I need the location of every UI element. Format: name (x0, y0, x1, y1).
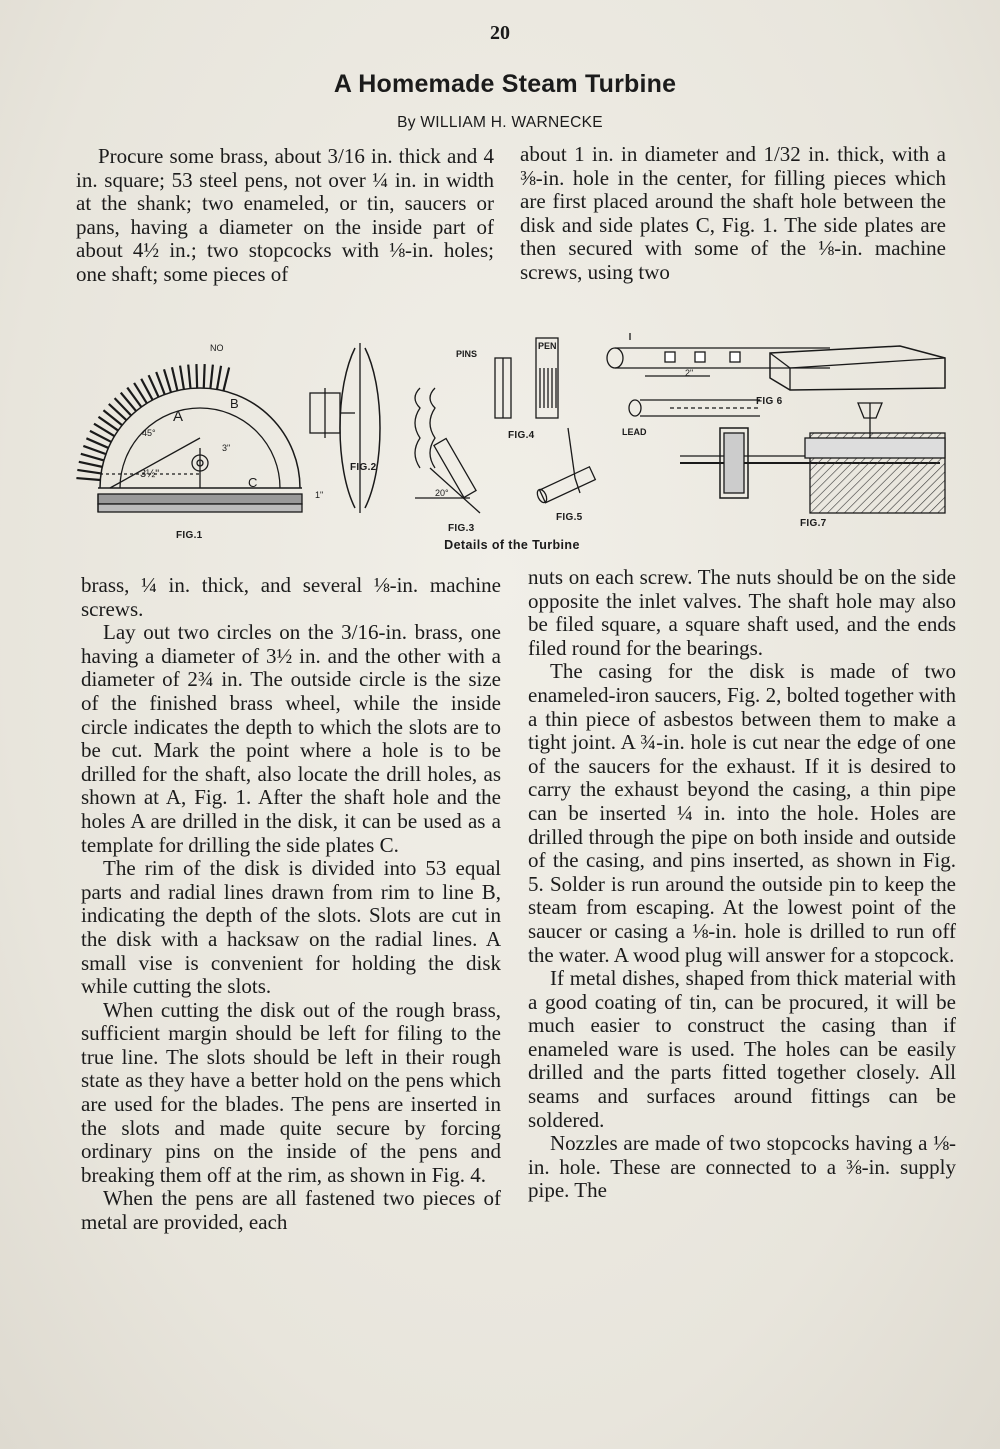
fig2-label: FIG.2 (350, 462, 377, 473)
blade-pen (156, 372, 164, 394)
label-dim-45: 45° (142, 428, 156, 438)
pen-label: PEN (538, 341, 557, 351)
column-top-right (520, 143, 946, 285)
label-dim-3-half: 3½" (140, 468, 160, 480)
blade-pen (83, 446, 106, 454)
article-title: A Homemade Steam Turbine (333, 70, 677, 98)
blade-pen (196, 364, 197, 388)
fig1-disk-drawing (76, 364, 302, 512)
paragraph: If metal dishes, shaped from thick material with a good coating of tin, can be procured, it will be much easier to construct the casing than if enameled ware is used. The holes can be easily drilled and the parts fitted together closely. All seams and surfaces around fittings can be soldered. (528, 966, 956, 1132)
blade-pen (172, 367, 177, 390)
paragraph: about 1 in. in diameter and 1/32 in. thick, with a ⅜-in. hole in the center, for filling pieces which are first placed around the shaft hole between the disk and side plates C, Fig. 1. The side plates are then secured with some of the ⅛-in. machine screws, using two (520, 142, 946, 284)
fig6-label: FIG 6 (756, 396, 783, 407)
paragraph: Lay out two circles on the 3/16-in. brass, one having a diameter of 3½ in. and the other with a diameter of 2¾ in. The outside circle is the size of the finished brass wheel, while the inside circle indicates the depth to which the slots are to be cut. Mark the point where a hole is to be drilled for the shaft, also locate the drill holes, as shown at A, Fig. 1. After the shaft hole and the holes A are drilled in the disk, it can be used as a template for drilling the side plates C. (81, 620, 501, 857)
blade-pen (180, 366, 184, 390)
label-dim-2: 2" (685, 368, 694, 378)
fig7-label: FIG.7 (800, 518, 827, 529)
blade-pen (217, 366, 221, 390)
column-top-left (76, 145, 494, 287)
column-bottom-right (528, 566, 956, 1203)
blade-pen (188, 365, 190, 389)
paragraph: The casing for the disk is made of two enameled-iron saucers, Fig. 2, bolted together with a thin piece of asbestos between them to make a tight joint. A ¾-in. hole is cut near the edge of one of the saucers for the exhaust. If it is desired to carry the exhaust beyond the casing, a thin pipe can be inserted ¼ in. into the hole. Holes are drilled through the pipe on both inside and outside of the casing, and pins inserted, as shown in Fig. 5. Solder is run around the outside pin to keep the steam from escaping. At the lowest point of the saucer or casing a ⅛-in. hole is drilled to run off the water. A wood plug will answer for a stopcock. (528, 659, 956, 967)
label-a: A (173, 408, 184, 425)
fig5-label: FIG.5 (556, 512, 583, 523)
paragraph: When the pens are all fastened two pieces of metal are provided, each (81, 1186, 501, 1235)
paragraph: Nozzles are made of two stopcocks having a ⅛-in. hole. These are connected to a ⅜-in. supply pipe. The (528, 1131, 956, 1203)
fig2-casing-drawing (310, 343, 380, 513)
paragraph: When cutting the disk out of the rough brass, sufficient margin should be left for filing to the true line. The slots should be left in their rough state as they have a better hold on the pens which are used for the blades. The pens are inserted in the slots and made quite secure by forcing ordinary pins on the inside of the pens and breaking them off at the rim, as shown in Fig. 4. (81, 997, 501, 1187)
fig4-label: FIG.4 (508, 430, 535, 441)
fig3-label: FIG.3 (448, 523, 475, 534)
fig1-label: FIG.1 (176, 530, 203, 541)
blade-pen (76, 478, 100, 480)
turbine-figure (70, 328, 950, 560)
blade-pen (204, 364, 205, 388)
fig5-pipe-drawing (535, 428, 595, 504)
label-dim-20: 20° (435, 488, 449, 498)
column-bottom-left (81, 574, 501, 1235)
paragraph: Procure some brass, about 3/16 in. thick and 4 in. square; 53 steel pens, not over ¼ in. in width at the shank; two enameled, or tin, saucers or pans, having a diameter on the inside part of about 4½ in.; two stopcocks with ⅛-in. holes; one shaft; some pieces of (76, 144, 494, 286)
pins-label: PINS (456, 349, 478, 359)
paragraph: brass, ¼ in. thick, and several ⅛-in. machine screws. (81, 573, 501, 621)
figure-caption: Details of the Turbine (444, 538, 580, 552)
lead-label: LEAD (622, 427, 647, 437)
blade-pen (164, 369, 171, 392)
blade-pen (77, 470, 101, 474)
label-c: C (248, 475, 258, 490)
blade-pen (81, 454, 104, 461)
label-no: NO (210, 343, 224, 353)
blade-pen (210, 365, 212, 389)
blade-pen (79, 462, 102, 467)
page-number: 20 (490, 22, 510, 44)
fig7-assembly-drawing (680, 403, 945, 513)
paragraph: The rim of the disk is divided into 53 equal parts and radial lines drawn from rim to line B, indicating the depth of the slots. Slots are cut in the disk with a hacksaw on the radial lines. A small vise is convenient for holding the disk while cutting the slots. (81, 856, 501, 999)
label-dim-3: 3" (222, 443, 231, 453)
label-dim-1: 1" (315, 490, 324, 500)
label-b: B (230, 396, 239, 411)
paragraph: nuts on each screw. The nuts should be on the side opposite the inlet valves. The shaft hole may also be filed square, a square shaft used, and the ends filed round for the bearings. (528, 565, 956, 660)
byline: By WILLIAM H. WARNECKE (397, 114, 603, 131)
blade-pen (223, 367, 229, 390)
